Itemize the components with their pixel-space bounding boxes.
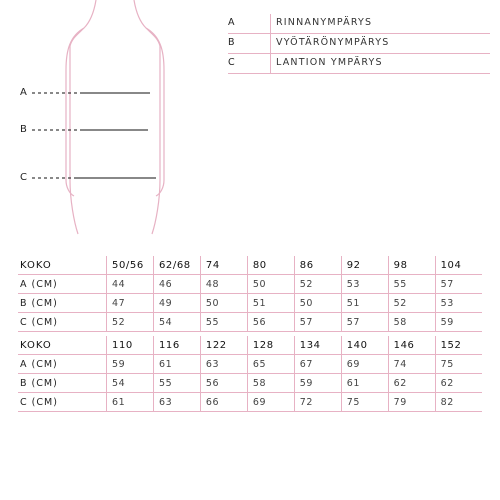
legend-key: A	[228, 17, 235, 28]
size-header-cell: 110	[107, 336, 154, 355]
legend-row	[228, 14, 490, 34]
table-cell: 46	[153, 275, 200, 294]
table-cell: 52	[107, 313, 154, 332]
table-cell: 57	[341, 313, 388, 332]
table-cell: 79	[388, 393, 435, 412]
legend-key: B	[228, 37, 235, 48]
body-outline	[70, 0, 160, 234]
row-label: A (CM)	[18, 355, 107, 374]
legend-label: LANTION YMPÄRYS	[276, 57, 383, 68]
marker-label-c: C	[20, 172, 28, 183]
row-label: B (CM)	[18, 374, 107, 393]
legend-row	[228, 34, 490, 54]
table-cell: 53	[435, 294, 482, 313]
body-outline-svg	[0, 0, 220, 240]
row-label: C (CM)	[18, 313, 107, 332]
table-cell: 55	[388, 275, 435, 294]
size-header-label: KOKO	[18, 256, 107, 275]
table-cell: 82	[435, 393, 482, 412]
table-cell: 49	[153, 294, 200, 313]
size-header-label: KOKO	[18, 336, 107, 355]
size-table-2	[18, 336, 482, 412]
legend-key: C	[228, 57, 235, 68]
size-header-cell: 92	[341, 256, 388, 275]
size-header-cell: 134	[294, 336, 341, 355]
arm-outline-left	[66, 28, 84, 196]
size-header-cell: 122	[200, 336, 247, 355]
arm-outline-right	[146, 28, 164, 196]
marker-label-a: A	[20, 87, 28, 98]
table-header-row	[18, 336, 482, 355]
table-cell: 51	[247, 294, 294, 313]
legend-label: RINNANYMPÄRYS	[276, 17, 373, 28]
table-cell: 52	[388, 294, 435, 313]
table-row	[18, 275, 482, 294]
table-cell: 52	[294, 275, 341, 294]
table-cell: 55	[153, 374, 200, 393]
table-cell: 56	[200, 374, 247, 393]
table-cell: 75	[435, 355, 482, 374]
table-row	[18, 294, 482, 313]
size-header-cell: 140	[341, 336, 388, 355]
size-header-cell: 152	[435, 336, 482, 355]
size-header-cell: 128	[247, 336, 294, 355]
table-cell: 63	[200, 355, 247, 374]
size-header-cell: 116	[153, 336, 200, 355]
size-header-cell: 98	[388, 256, 435, 275]
table-cell: 44	[107, 275, 154, 294]
body-figure	[0, 0, 220, 240]
measurement-legend	[228, 14, 490, 74]
table-cell: 54	[107, 374, 154, 393]
table-cell: 50	[247, 275, 294, 294]
table-row	[18, 313, 482, 332]
size-header-cell: 50/56	[107, 256, 154, 275]
table-cell: 59	[435, 313, 482, 332]
table-cell: 47	[107, 294, 154, 313]
table-cell: 48	[200, 275, 247, 294]
table-cell: 61	[107, 393, 154, 412]
table-cell: 66	[200, 393, 247, 412]
table-cell: 51	[341, 294, 388, 313]
table-header-row	[18, 256, 482, 275]
table-cell: 50	[200, 294, 247, 313]
legend-label: VYÖTÄRÖNYMPÄRYS	[276, 37, 390, 48]
table-row	[18, 393, 482, 412]
table-cell: 62	[388, 374, 435, 393]
table-cell: 50	[294, 294, 341, 313]
table-cell: 61	[153, 355, 200, 374]
table-cell: 61	[341, 374, 388, 393]
table-cell: 56	[247, 313, 294, 332]
table-cell: 69	[341, 355, 388, 374]
table-row	[18, 374, 482, 393]
table-cell: 72	[294, 393, 341, 412]
table-cell: 75	[341, 393, 388, 412]
table-cell: 74	[388, 355, 435, 374]
legend-divider	[270, 34, 271, 53]
table-cell: 58	[388, 313, 435, 332]
table-cell: 63	[153, 393, 200, 412]
size-header-cell: 80	[247, 256, 294, 275]
row-label: A (CM)	[18, 275, 107, 294]
marker-label-b: B	[20, 124, 28, 135]
table-cell: 65	[247, 355, 294, 374]
size-table-1	[18, 256, 482, 332]
table-cell: 59	[294, 374, 341, 393]
table-cell: 57	[294, 313, 341, 332]
table-cell: 69	[247, 393, 294, 412]
size-header-cell: 146	[388, 336, 435, 355]
row-label: B (CM)	[18, 294, 107, 313]
table-cell: 55	[200, 313, 247, 332]
table-cell: 67	[294, 355, 341, 374]
table-cell: 59	[107, 355, 154, 374]
table-cell: 58	[247, 374, 294, 393]
table-cell: 62	[435, 374, 482, 393]
table-cell: 57	[435, 275, 482, 294]
legend-row	[228, 54, 490, 74]
legend-divider	[270, 54, 271, 73]
table-cell: 54	[153, 313, 200, 332]
size-header-cell: 74	[200, 256, 247, 275]
size-header-cell: 62/68	[153, 256, 200, 275]
size-header-cell: 86	[294, 256, 341, 275]
table-row	[18, 355, 482, 374]
row-label: C (CM)	[18, 393, 107, 412]
table-cell: 53	[341, 275, 388, 294]
legend-divider	[270, 14, 271, 33]
size-header-cell: 104	[435, 256, 482, 275]
